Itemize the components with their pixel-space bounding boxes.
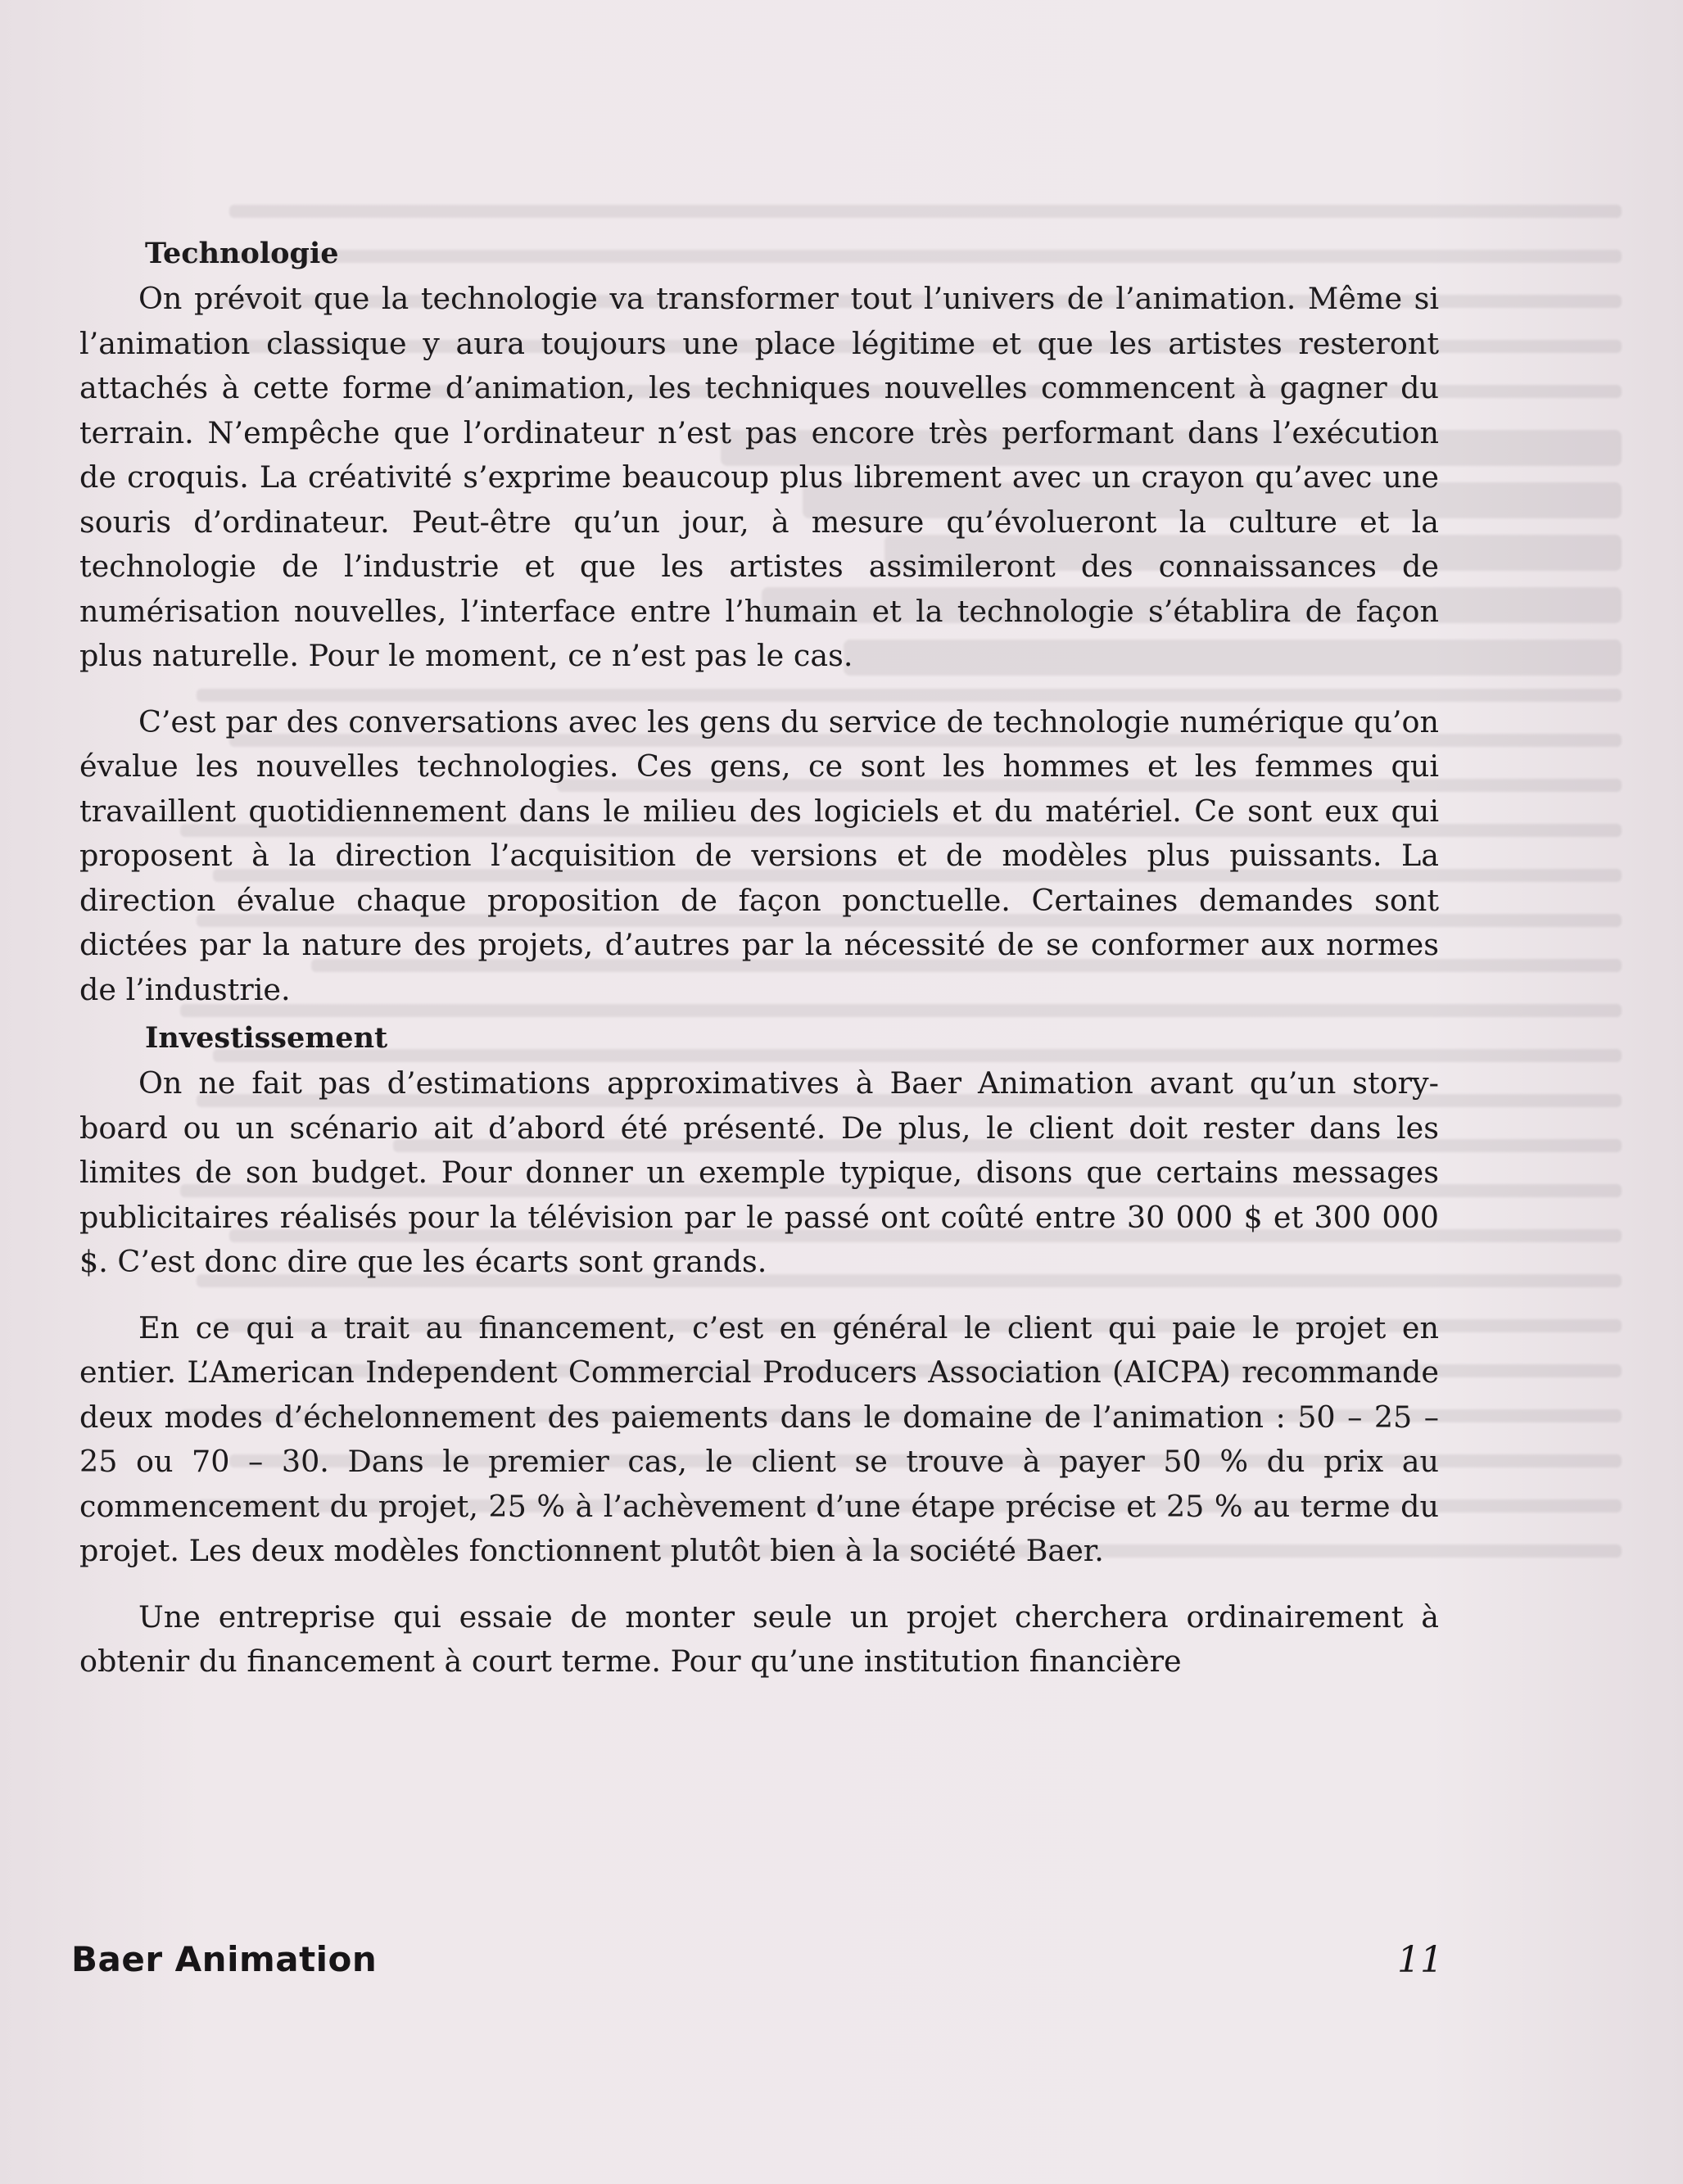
- page-body: [79, 231, 1439, 1684]
- paragraph: C’est par des conversations avec les gens du service de technologie numérique qu’on évalue les nouvelles technologies. Ces gens, ce sont les hommes et les femmes qui travaillent quotidiennement dans le milieu des logiciels et du matériel. Ce sont eux qui proposent à la direction l’acquisition de versions et de modèles plus puissants. La direction évalue chaque proposition de façon ponctuelle. Certaines demandes sont dictées par la nature des projets, d’autres par la nécessité de se conformer aux normes de l’industrie.: [79, 703, 1439, 1007]
- page-number: 11: [1397, 1939, 1443, 1981]
- paragraph: On prévoit que la technologie va transformer tout l’univers de l’animation. Même si l’animation classique y aura toujours une place légitime et que les artistes resteront attachés à cette forme d’animation, les techniques nouvelles commencent à gagner du terrain. N’empêche que l’ordinateur n’est pas encore très performant dans l’exécution de croquis. La créativité s’exprime beaucoup plus librement avec un crayon qu’avec une souris d’ordinateur. Peut-être qu’un jour, à mesure qu’évolueront la culture et la technologie de l’industrie et que les artistes assimileront des connaissances de numérisation nouvelles, l’interface entre l’humain et la technologie s’établira de façon plus naturelle. Pour le moment, ce n’est pas le cas.: [79, 281, 1439, 673]
- paragraph: En ce qui a trait au financement, c’est en général le client qui paie le projet en entier. L’American Independent Commercial Producers Association (AICPA) recommande deux modes d’échelonnement des paiements dans le domaine de l’animation : 50 – 25 – 25 ou 70 – 30. Dans le premier cas, le client se trouve à payer 50 % du prix au commencement du projet, 25 % à l’achèvement d’une étape précise et 25 % au terme du projet. Les deux modèles fonctionnent plutôt bien à la société Baer.: [79, 1309, 1439, 1568]
- paragraph: Une entreprise qui essaie de monter seule un projet cherchera ordinairement à obtenir du financement à court terme. Pour qu’une institution financière: [79, 1598, 1439, 1679]
- section-heading-technologie: Technologie: [145, 237, 339, 270]
- section-heading-investissement: Investissement: [145, 1021, 388, 1055]
- running-footer-title: Baer Animation: [71, 1939, 378, 1979]
- paragraph: On ne fait pas d’estimations approximatives à Baer Animation avant qu’un story-board ou un scénario ait d’abord été présenté. De plus, le client doit rester dans les limites de son budget. Pour donner un exemple typique, disons que certains messages publicitaires réalisés pour la télévision par le passé ont coûté entre 30 000 $ et 300 000 $. C’est donc dire que les écarts sont grands.: [79, 1065, 1439, 1279]
